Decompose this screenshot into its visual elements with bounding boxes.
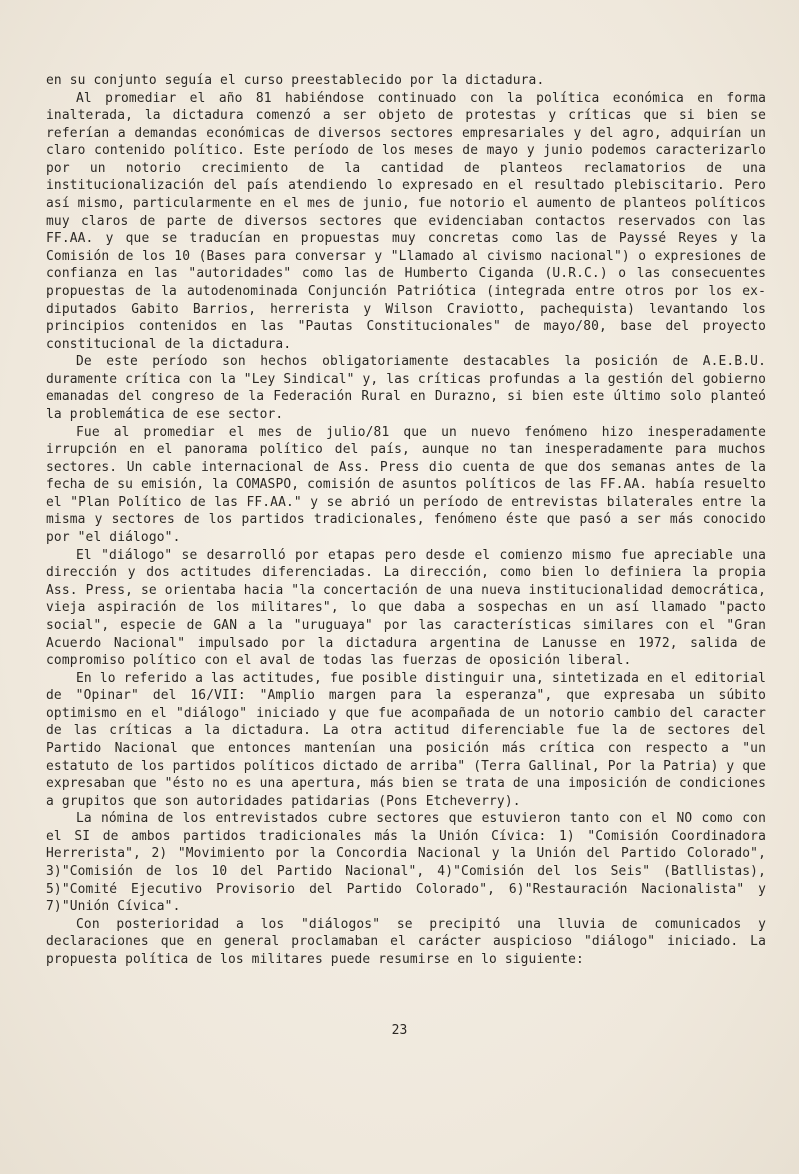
paragraph: La nómina de los entrevistados cubre sectores que estuvieron tanto con el NO como con el SI de ambos partidos tradicionales más la Unión Cívica: 1) "Comisión Coordinadora Herrerista", 2) "Movimiento por la Concordia Nacional y la Unión del Partido Colorado", 3)"Comisión de los 10 del Partido Nacional", 4)"Comisión del los Seis" (Batllistas), 5)"Comité Ejecutivo Provisorio del Partido Colorado", 6)"Restauración Nacionalista" y 7)"Unión Cívica". <box>46 811 766 915</box>
paragraph-continuation: en su conjunto seguía el curso preestablecido por la dictadura. <box>46 73 545 88</box>
paragraph: Fue al promediar el mes de julio/81 que un nuevo fenómeno hizo inesperadamente irrupción en el panorama político del país, aunque no tan inesperadamente para muchos sectores. Un cable internacional de Ass. Press dio cuenta de que dos semanas antes de la fecha de su emisión, la COMASPO, comisión de asuntos políticos de las FF.AA. había resuelto el "Plan Político de las FF.AA." y se abrió un período de entrevistas bilaterales entre la misma y sectores de los partidos tradicionales, fenómeno éste que pasó a ser más conocido por "el diálogo". <box>46 424 766 546</box>
body-text <box>46 72 766 968</box>
paragraph: El "diálogo" se desarrolló por etapas pero desde el comienzo mismo fue apreciable una dirección y dos actitudes diferenciadas. La dirección, como bien lo definiera la propia Ass. Press, se orientaba hacia "la concertación de una nueva institucionalidad democrática, vieja aspiración de los militares", lo que daba a sospechas en un así llamado "pacto social", especie de GAN a la "uruguaya" por las características similares con el "Gran Acuerdo Nacional" impulsado por la dictadura argentina de Lanusse en 1972, salida de compromiso político con el aval de todas las fuerzas de oposición liberal. <box>46 547 766 669</box>
paragraph: En lo referido a las actitudes, fue posible distinguir una, sintetizada en el editorial de "Opinar" del 16/VII: "Amplio margen para la esperanza", que expresaba un súbito optimismo en el "diálogo" iniciado y que fue acompañada de un notorio cambio del caracter de las críticas a la dictadura. La otra actitud diferenciable fue la de sectores del Partido Nacional que entonces mantenían una posición más crítica con respecto a "un estatuto de los partidos políticos dictado de arriba" (Terra Gallinal, Por la Patria) y que expresaban que "ésto no es una apertura, más bien se trata de una imposición de condiciones a grupitos que son autoridades patidarias (Pons Etcheverry). <box>46 670 766 809</box>
paragraph: Al promediar el año 81 habiéndose continuado con la política económica en forma inalterada, la dictadura comenzó a ser objeto de protestas y críticas que si bien se referían a demandas económicas de diversos sectores empresariales y del agro, adquirían un claro contenido político. Este período de los meses de mayo y junio podemos caracterizarlo por un notorio crecimiento de la cantidad de planteos reclamatorios de una institucionalización del país atendiendo lo expresado en el resultado plebiscitario. Pero así mismo, particularmente en el mes de junio, fue notorio el aumento de planteos políticos muy claros de parte de diversos sectores que evidenciaban contactos reservados con las FF.AA. y que se traducían en propuestas muy concretas como las de Payssé Reyes y la Comisión de los 10 (Bases para conversar y "Llamado al civismo nacional") o expresiones de confianza en las "autoridades" como las de Humberto Ciganda (U.R.C.) o las consecuentes propuestas de la autodenominada Conjunción Patriótica (integrada entre otros por los ex-diputados Gabito Barrios, herrerista y Wilson Craviotto, pachequista) levantando los principios contenidos en las "Pautas Constitucionales" de mayo/80, base del proyecto constitucional de la dictadura. <box>46 90 766 352</box>
page-number: 23 <box>391 1023 408 1038</box>
paragraph: De este período son hechos obligatoriamente destacables la posición de A.E.B.U. duramente crítica con la "Ley Sindical" y, las críticas profundas a la gestión del gobierno emanadas del congreso de la Federación Rural en Durazno, si bien este último solo planteó la problemática de ese sector. <box>46 354 766 422</box>
paragraph: Con posterioridad a los "diálogos" se precipitó una lluvia de comunicados y declaraciones que en general proclamaban el carácter auspicioso "diálogo" iniciado. La propuesta política de los militares puede resumirse en lo siguiente: <box>46 916 766 967</box>
